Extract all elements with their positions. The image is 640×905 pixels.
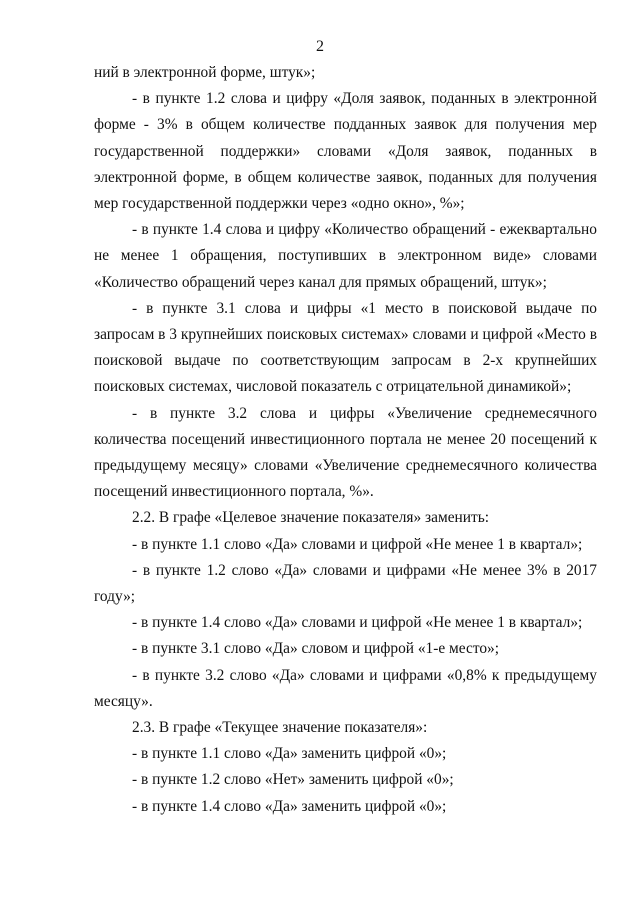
- paragraph-target-1-4: - в пункте 1.4 слово «Да» словами и цифрой «Не менее 1 в квартал»;: [132, 614, 583, 632]
- paragraph-target-3-1: - в пункте 3.1 слово «Да» словом и цифрой «1-е место»;: [132, 640, 500, 658]
- paragraph-target-1-2: - в пункте 1.2 слово «Да» словами и цифрами «Не менее 3% в 2017 году»;: [94, 561, 597, 606]
- page-number: 2: [316, 38, 324, 55]
- paragraph-target-3-2: - в пункте 3.2 слово «Да» словами и цифрами «0,8% к предыдущему месяцу».: [94, 666, 597, 710]
- paragraph-continuation: ний в электронной форме, штук»;: [94, 64, 316, 81]
- document-body: [94, 60, 597, 820]
- paragraph-target-1-1: - в пункте 1.1 слово «Да» словами и цифрой «Не менее 1 в квартал»;: [132, 535, 583, 553]
- paragraph-item-1-4: - в пункте 1.4 слова и цифру «Количество обращений - ежеквартально не менее 1 обращения, поступивших в электронном виде» словами «Количество обращений через канал для прямых обращений, штук»;: [94, 221, 597, 291]
- section-heading-2-2: 2.2. В графе «Целевое значение показателя» заменить:: [132, 509, 490, 527]
- paragraph-current-1-1: - в пункте 1.1 слово «Да» заменить цифрой «0»;: [132, 745, 447, 763]
- paragraph-item-1-2: - в пункте 1.2 слова и цифру «Доля заявок, поданных в электронной форме - 3% в общем количестве подданных заявок для получения мер государственной поддержки» словами «Доля заявок, поданных в электронной форме, в общем количестве заявок, поданных для получения мер государственной поддержки через «одно окно», %»;: [94, 90, 597, 213]
- paragraph-item-3-1: - в пункте 3.1 слова и цифры «1 место в поисковой выдаче по запросам в 3 крупнейших поисковых системах» словами и цифрой «Место в поисковой выдаче по соответствующим запросам в 2-х крупнейших поисковых системах, числовой показатель с отрицательной динамикой»;: [94, 299, 597, 396]
- paragraph-item-3-2: - в пункте 3.2 слова и цифры «Увеличение среднемесячного количества посещений инвестиционного портала не менее 20 посещений к предыдущему месяцу» словами «Увеличение среднемесячного количества посещений инвестиционного портала, %».: [94, 404, 597, 501]
- paragraph-current-1-2: - в пункте 1.2 слово «Нет» заменить цифрой «0»;: [132, 771, 454, 789]
- section-heading-2-3: 2.3. В графе «Текущее значение показателя»:: [132, 719, 428, 737]
- paragraph-current-1-4: - в пункте 1.4 слово «Да» заменить цифрой «0»;: [132, 797, 447, 815]
